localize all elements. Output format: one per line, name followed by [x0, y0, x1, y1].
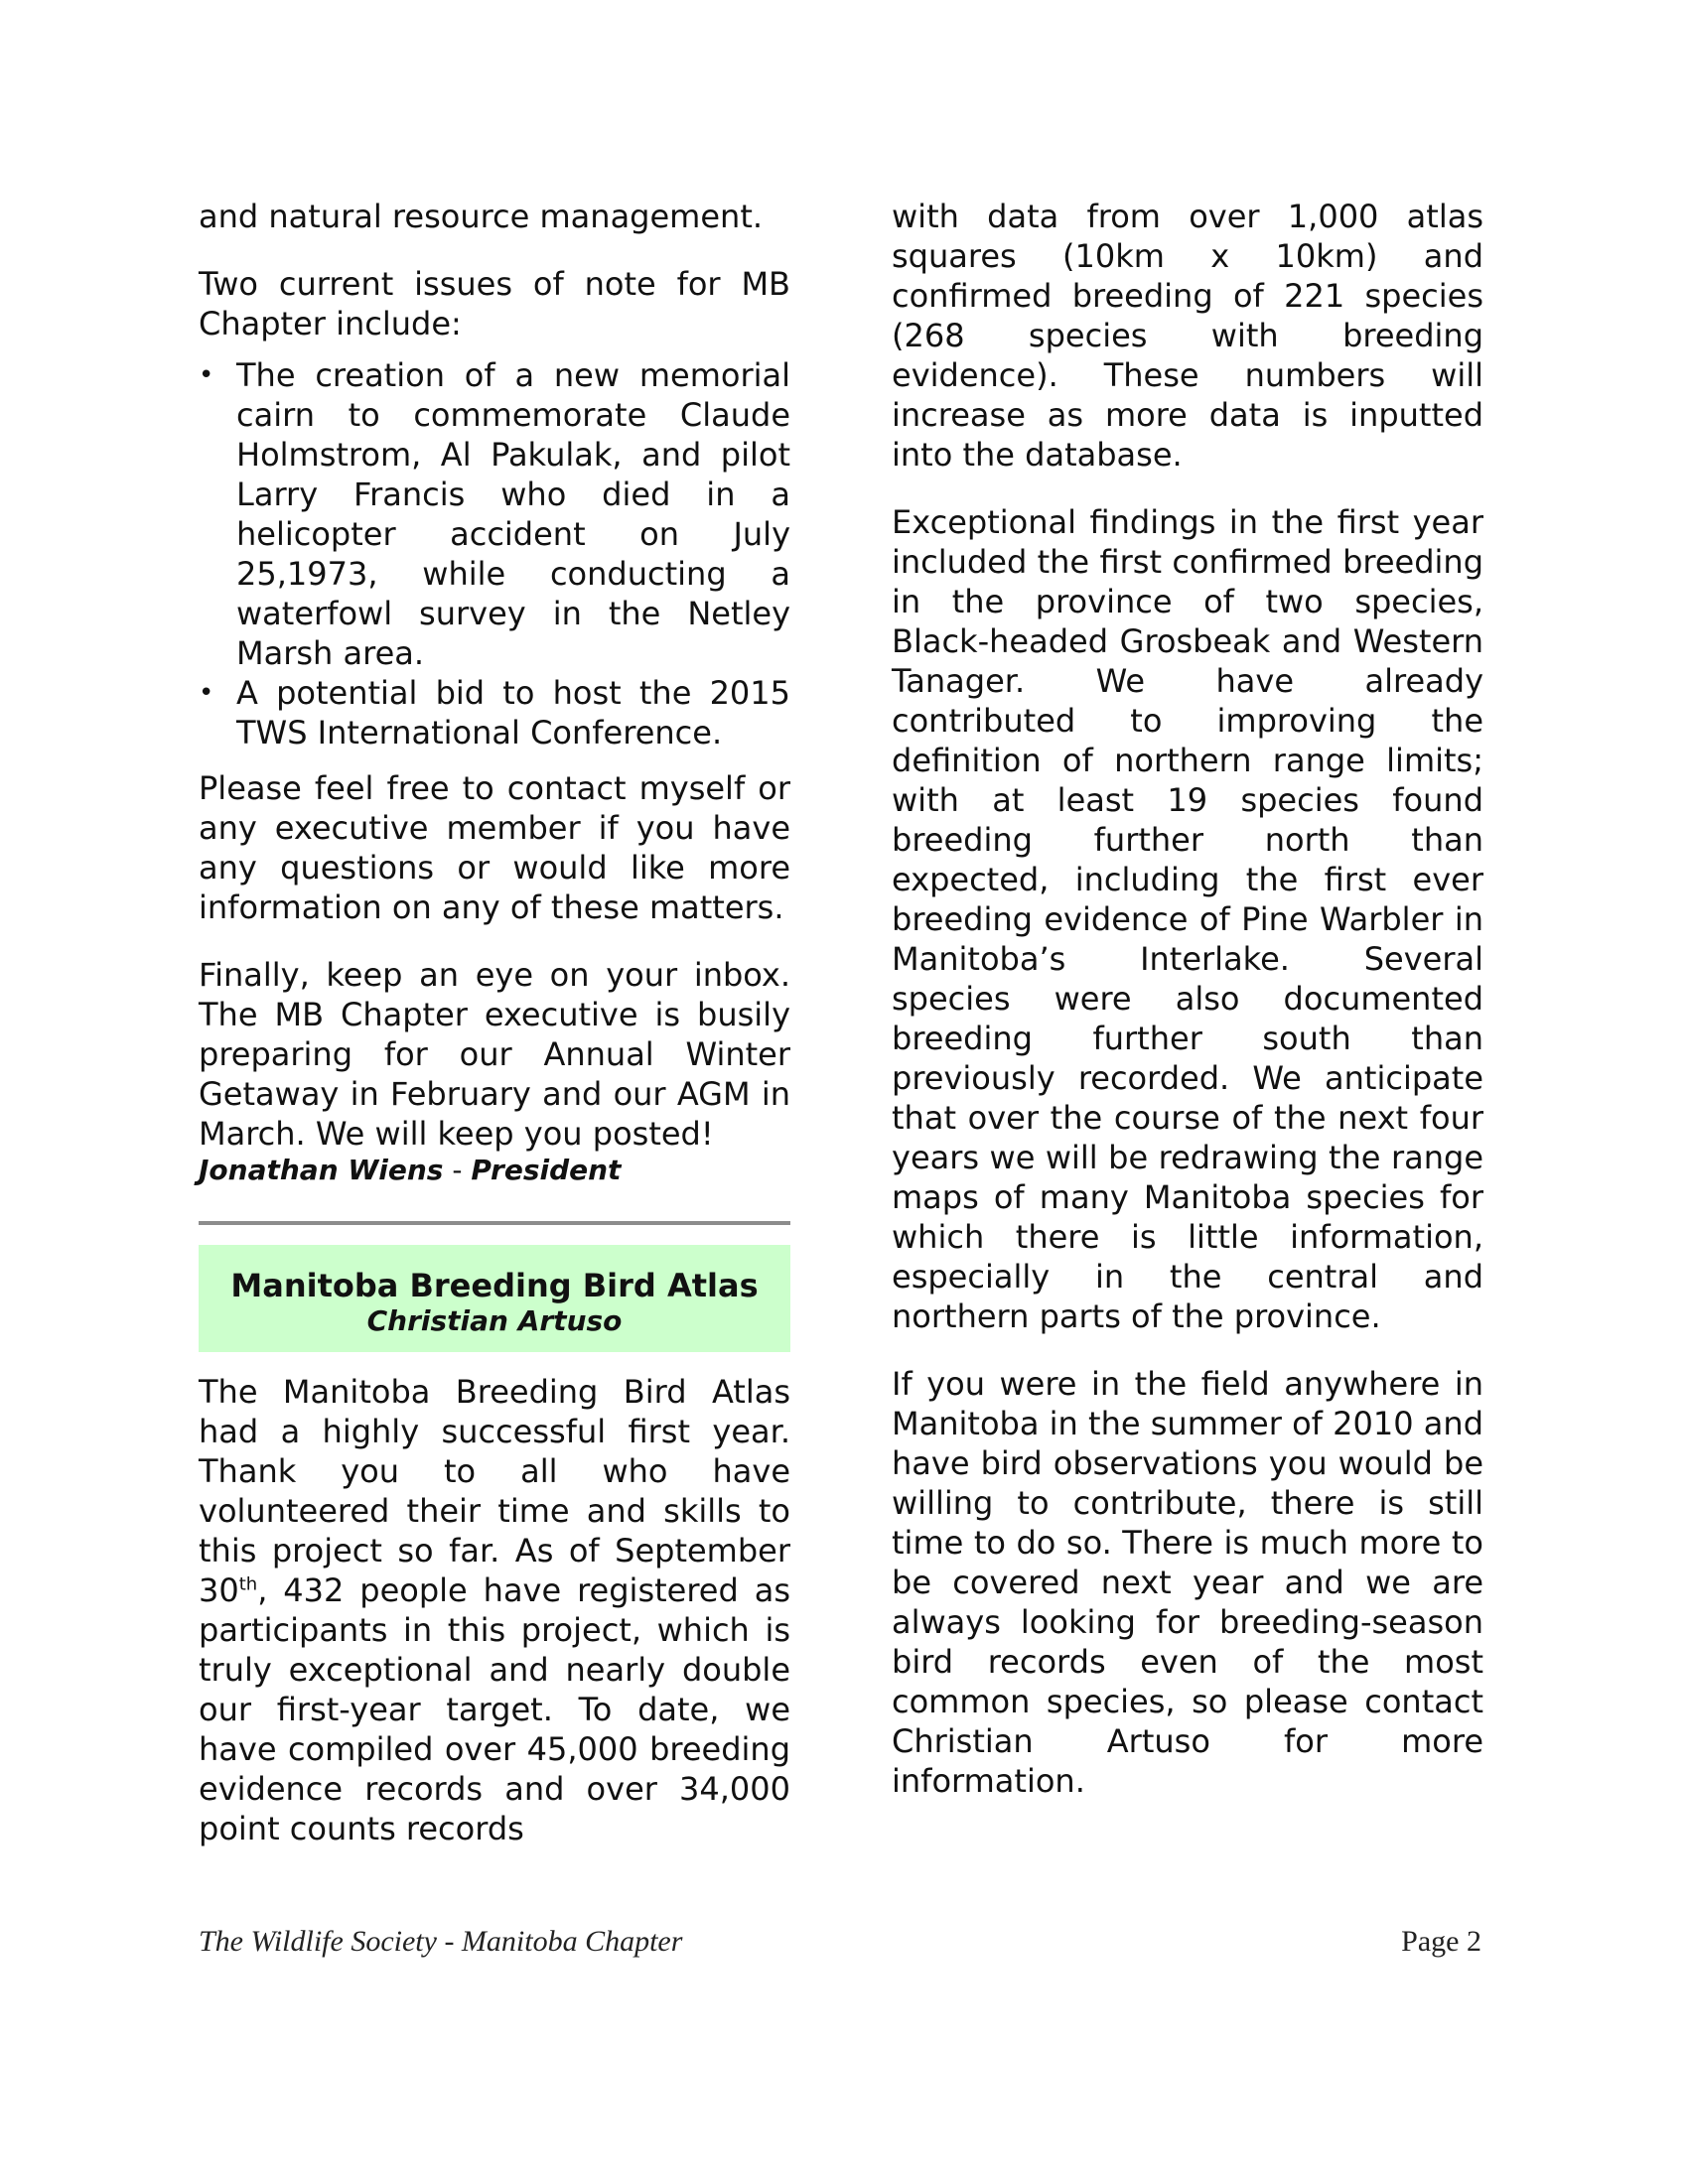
intro-paragraph-end: and natural resource management.	[199, 198, 764, 235]
atlas-paragraph-continued: with data from over 1,000 atlas squares (10km x 10km) and confirmed breeding of 221 species (268 species with breeding evidence). These numbers will increase as more data is inputted into the database.	[892, 198, 1483, 474]
atlas-paragraph-1-part2: , 432 people have registered as participants in this project, which is truly exceptional and nearly double our first-year target. To date, we have compiled over 45,000 breeding evidence records and over 34,000 point counts records	[199, 1571, 790, 1847]
list-item: • The creation of a new memorial cairn to commemorate Claude Holmstrom, Al Pakulak, and pilot Larry Francis who died in a helicopter accident on July 25,1973, while conducting a waterfowl survey in the Netley Marsh area.	[236, 355, 790, 673]
signature-name: Jonathan Wiens	[199, 1154, 444, 1186]
signature-role: President	[471, 1154, 622, 1186]
signature	[199, 1154, 790, 1187]
issues-list	[199, 355, 790, 752]
findings-paragraph: Exceptional findings in the first year included the first confirmed breeding in the province of two species, Black-headed Grosbeak and Western Tanager. We have already contributed to improving the definition of northern range limits; with at least 19 species found breeding further north than expected, including the first ever breeding evidence of Pine Warbler in Manitoba’s Interlake. Several species were also documented breeding further south than previously recorded. We anticipate that over the course of the next four years we will be redrawing the range maps of many Manitoba species for which there is little information, especially in the central and northern parts of the province.	[892, 503, 1483, 1335]
atlas-paragraph-1-part1: The Manitoba Breeding Bird Atlas had a highly successful first year. Thank you to all who have volunteered their time and skills to this project so far. As of September 30	[199, 1373, 790, 1609]
ordinal-suffix: th	[238, 1573, 258, 1595]
footer-publication: The Wildlife Society - Manitoba Chapter	[199, 1925, 683, 1958]
contact-paragraph: Please feel free to contact myself or any executive member if you have any questions or would like more information on any of these matters.	[199, 769, 790, 926]
section-author: Christian Artuso	[366, 1304, 623, 1337]
footer-page-number: Page 2	[1401, 1925, 1481, 1958]
issues-intro-paragraph: Two current issues of note for MB Chapter include:	[199, 265, 790, 342]
atlas-paragraph-1	[199, 1372, 790, 1848]
section-header-box	[199, 1245, 790, 1352]
signature-separator: -	[443, 1154, 472, 1186]
finally-paragraph: Finally, keep an eye on your inbox. The MB Chapter executive is busily preparing for our Annual Winter Getaway in February and our AGM in March. We will keep you posted!	[199, 956, 790, 1153]
right-column	[892, 197, 1483, 1829]
section-divider	[199, 1221, 790, 1225]
section-title: Manitoba Breeding Bird Atlas	[230, 1267, 759, 1304]
field-paragraph: If you were in the field anywhere in Manitoba in the summer of 2010 and have bird observations you would be willing to contribute, there is still time to do so. There is much more to be covered next year and we are always looking for breeding-season bird records even of the most common species, so please contact Christian Artuso for more information.	[892, 1365, 1483, 1800]
left-column	[199, 197, 790, 1848]
list-item: • A potential bid to host the 2015 TWS International Conference.	[236, 673, 790, 752]
